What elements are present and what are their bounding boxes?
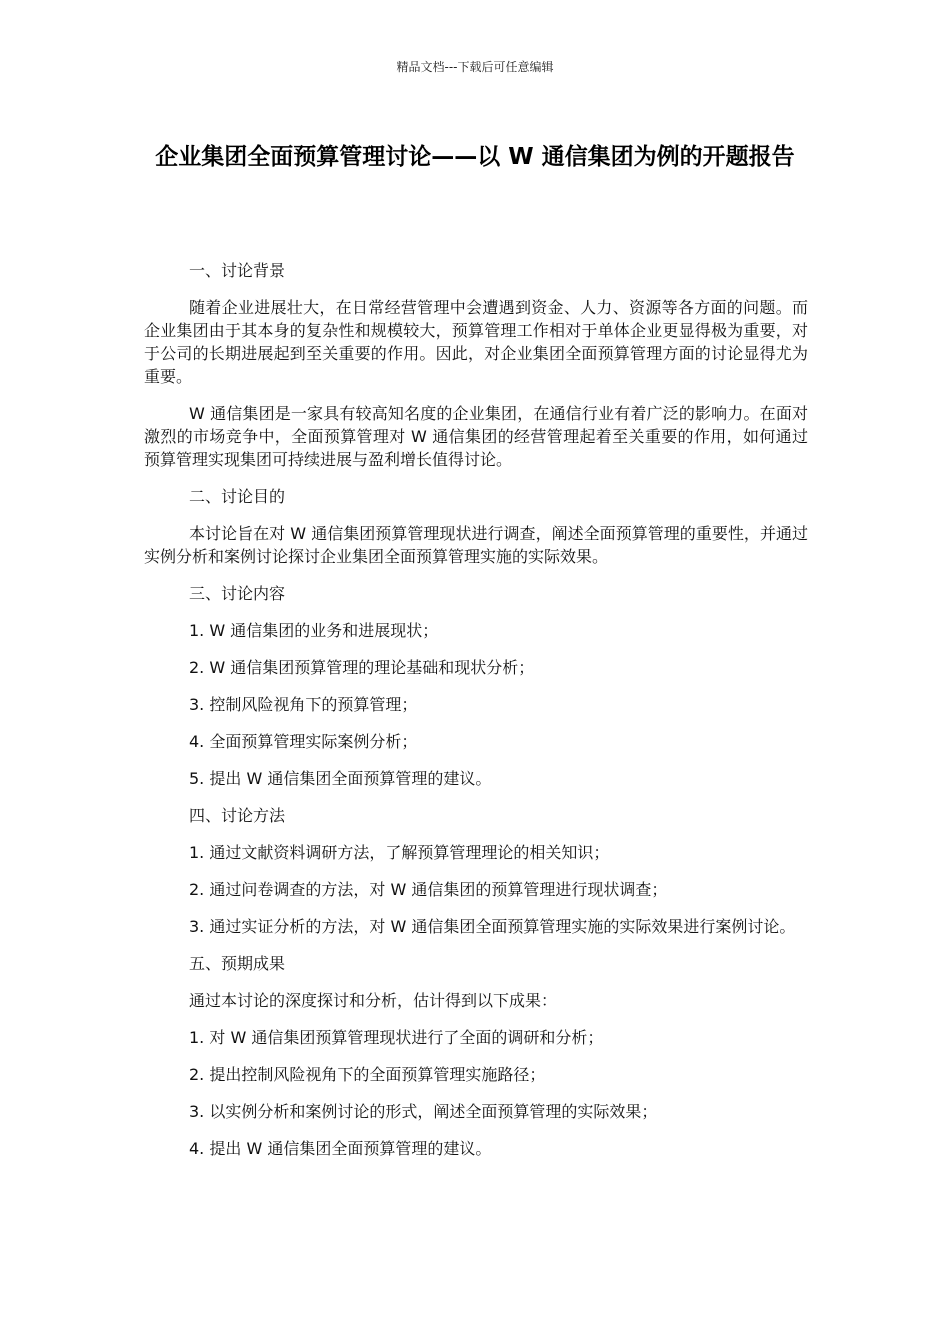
- list-item: 4. 全面预算管理实际案例分析；: [189, 732, 418, 751]
- list-item: 2. W 通信集团预算管理的理论基础和现状分析；: [189, 658, 535, 677]
- list-item: 1. W 通信集团的业务和进展现状；: [189, 621, 439, 640]
- section-heading: 五、预期成果: [189, 954, 286, 973]
- list-item: 2. 通过问卷调查的方法，对 W 通信集团的预算管理进行现状调查；: [189, 880, 668, 899]
- list-item: 3. 通过实证分析的方法，对 W 通信集团全面预算管理实施的实际效果进行案例讨论。: [189, 917, 796, 936]
- list-item: 1. 通过文献资料调研方法，了解预算管理理论的相关知识；: [189, 843, 610, 862]
- list-item: 1. 对 W 通信集团预算管理现状进行了全面的调研和分析；: [189, 1028, 604, 1047]
- section-heading: 二、讨论目的: [189, 487, 286, 506]
- list-item: 3. 以实例分析和案例讨论的形式，阐述全面预算管理的实际效果；: [189, 1102, 658, 1121]
- section-heading: 一、讨论背景: [189, 261, 286, 280]
- section-intro: 通过本讨论的深度探讨和分析，估计得到以下成果：: [189, 991, 558, 1010]
- list-item: 2. 提出控制风险视角下的全面预算管理实施路径；: [189, 1065, 546, 1084]
- section-heading: 三、讨论内容: [189, 584, 286, 603]
- paragraph: 随着企业进展壮大，在日常经营管理中会遭遇到资金、人力、资源等各方面的问题。而企业集团由于其本身的复杂性和规模较大，预算管理工作相对于单体企业更显得极为重要，对于公司的长期进展起到至关重要的作用。因此，对企业集团全面预算管理方面的讨论显得尤为重要。: [144, 298, 808, 386]
- list-item: 3. 控制风险视角下的预算管理；: [189, 695, 418, 714]
- page-header: 精品文档---下载后可任意编辑: [396, 60, 554, 74]
- paragraph: 本讨论旨在对 W 通信集团预算管理现状进行调查，阐述全面预算管理的重要性，并通过实例分析和案例讨论探讨企业集团全面预算管理实施的实际效果。: [144, 524, 808, 566]
- section-heading: 四、讨论方法: [189, 806, 286, 825]
- list-item: 4. 提出 W 通信集团全面预算管理的建议。: [189, 1139, 492, 1158]
- list-item: 5. 提出 W 通信集团全面预算管理的建议。: [189, 769, 492, 788]
- document-body: [144, 259, 808, 1174]
- document-title: 企业集团全面预算管理讨论——以 W 通信集团为例的开题报告: [155, 144, 795, 170]
- paragraph: W 通信集团是一家具有较高知名度的企业集团，在通信行业有着广泛的影响力。在面对激烈的市场竞争中，全面预算管理对 W 通信集团的经营管理起着至关重要的作用，如何通过预算管理实现集团可持续进展与盈利增长值得讨论。: [144, 404, 808, 469]
